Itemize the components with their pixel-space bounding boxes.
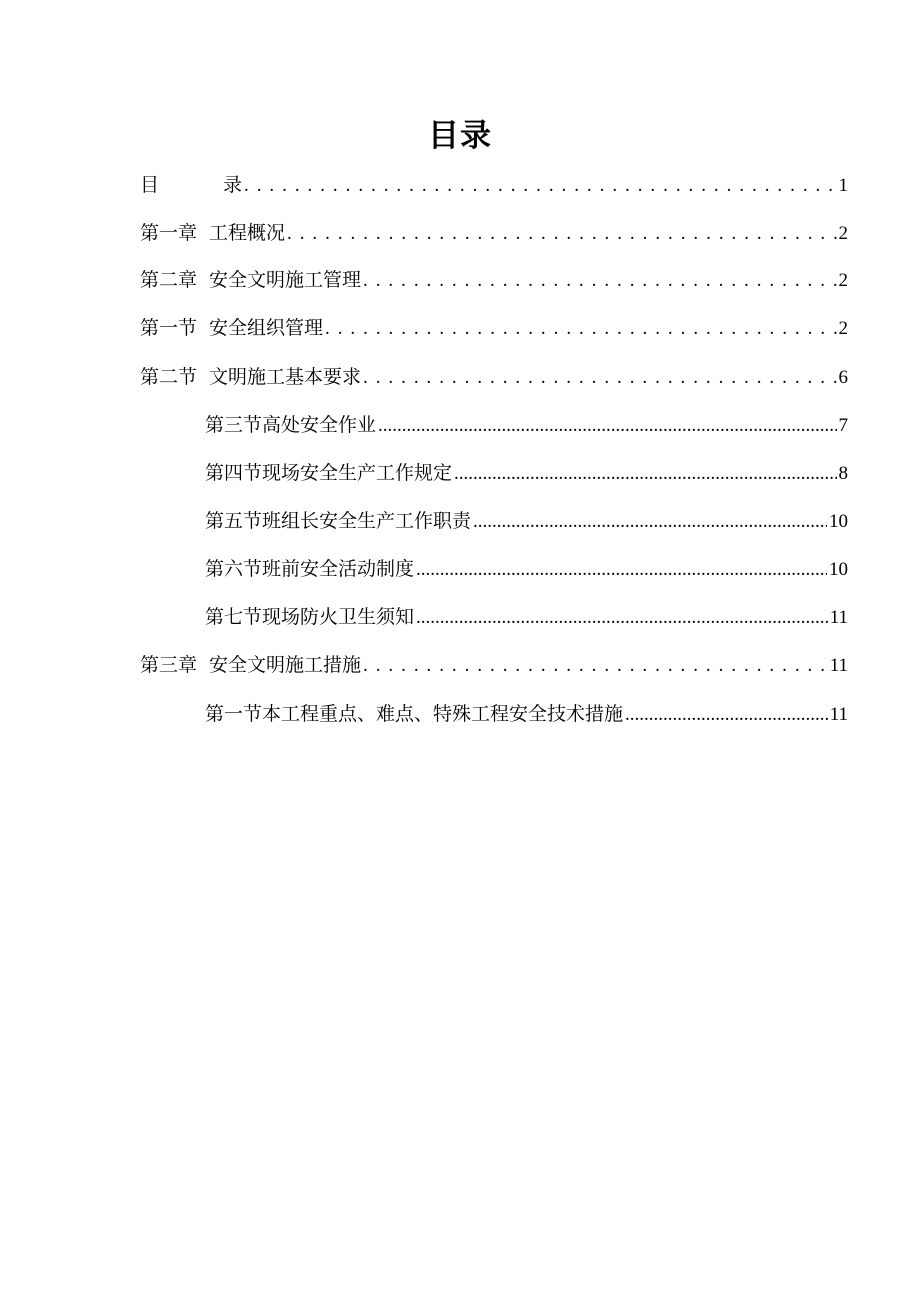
toc-entry-page-number: 10 [829,559,848,580]
dot-leader [363,651,828,681]
dot-leader [416,603,828,633]
dot-leader [378,411,836,441]
toc-entry-page-number: 8 [838,463,848,484]
dot-leader [325,314,836,344]
toc-entry-section-1[interactable] [140,313,848,343]
toc-entry-section-7[interactable] [205,602,848,632]
toc-entry-label: 第五节班组长安全生产工作职责 [205,510,472,532]
toc-entry-label: 第一章 工程概况 [140,222,286,244]
toc-entry-page-number: 2 [838,318,848,339]
toc-entry-label: 第三章 安全文明施工措施 [140,654,362,676]
toc-entry-page-number: 11 [829,607,848,628]
page-title: 目录 [428,118,492,154]
dot-leader [625,700,828,730]
dot-leader [416,555,827,585]
toc-entry-label: 第一节 安全组织管理 [140,317,324,339]
toc-entry-label: 第四节现场安全生产工作规定 [205,462,453,484]
dot-leader [287,219,836,249]
dot-leader [363,363,836,393]
toc-entry-contents[interactable] [140,170,848,200]
toc-entry-page-number: 11 [829,704,848,725]
toc-entry-page-number: 11 [829,655,848,676]
toc-entry-page-number: 2 [838,223,848,244]
toc-entry-chapter-3-section-1[interactable] [205,699,848,729]
toc-entry-section-2[interactable] [140,362,848,392]
toc-entry-page-number: 1 [838,175,848,196]
toc-entry-page-number: 6 [838,367,848,388]
toc-entry-chapter-2[interactable] [140,265,848,295]
toc-entry-label: 第三节高处安全作业 [205,414,377,436]
dot-leader [244,171,836,201]
toc-entry-label: 第二章 安全文明施工管理 [140,269,362,291]
toc-entry-section-6[interactable] [205,554,848,584]
toc-entry-label: 第六节班前安全活动制度 [205,558,415,580]
dot-leader [473,507,827,537]
toc-entry-label: 第七节现场防火卫生须知 [205,606,415,628]
toc-entry-chapter-3[interactable] [140,650,848,680]
dot-leader [363,266,836,296]
toc-entry-label: 目 录 [140,174,243,196]
dot-leader [454,459,836,489]
toc-entry-section-4[interactable] [205,458,848,488]
toc-entry-section-5[interactable] [205,506,848,536]
toc-entry-page-number: 10 [829,511,848,532]
toc-entry-label: 第二节 文明施工基本要求 [140,366,362,388]
toc-entry-page-number: 2 [838,270,848,291]
toc-entry-page-number: 7 [838,415,848,436]
toc-entry-label: 第一节本工程重点、难点、特殊工程安全技术措施 [205,703,624,725]
toc-entry-section-3[interactable] [205,410,848,440]
toc-entry-chapter-1[interactable] [140,218,848,248]
